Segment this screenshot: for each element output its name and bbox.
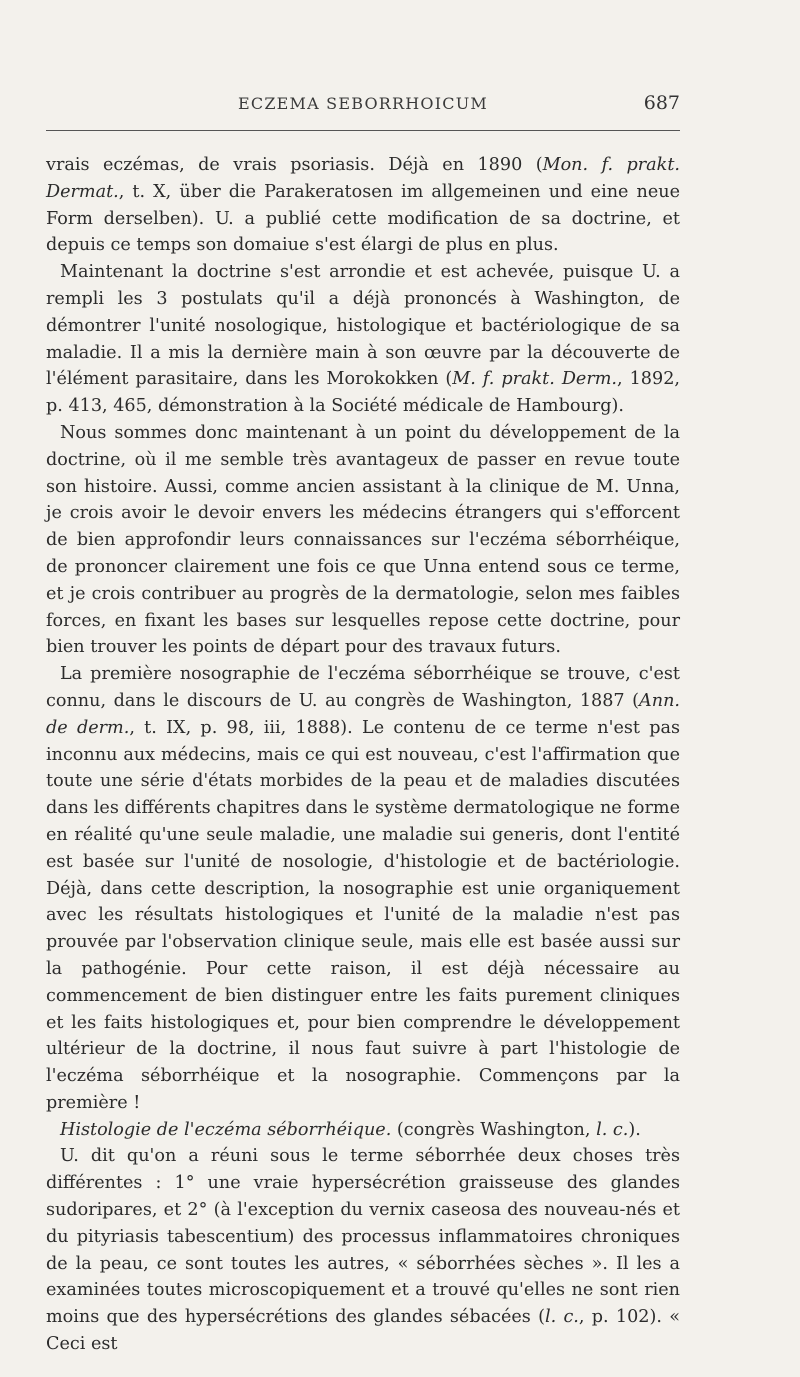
section-heading-text-b: ). xyxy=(628,1119,641,1140)
citation-l-c: l. c. xyxy=(544,1307,579,1328)
paragraph-1 xyxy=(46,152,680,259)
section-heading-histologie xyxy=(46,1117,680,1144)
paragraph-2-text-b: , 1892, p. 413, 465, démonstration à la Société médicale de Hambourg). xyxy=(46,369,680,417)
header-rule xyxy=(46,130,680,131)
section-heading-citation: l. c. xyxy=(596,1119,629,1140)
body-text xyxy=(46,152,680,1358)
paragraph-1-text-b: , t. X, über die Parakeratosen im allgemeinen und eine neue Form derselben). U. a publié cette modification de sa doctrine, et depuis ce temps son domaiue s'est élargi de plus en plus. xyxy=(46,181,680,256)
running-head xyxy=(46,92,680,122)
paragraph-4-text-b: , t. IX, p. 98, iii, 1888). Le contenu de ce terme n'est pas inconnu aux médecins, mais ce qui est nouveau, c'est l'affirmation que toute une série d'états morbides de la peau et de maladies discutées dans les différents chapitres dans le système dermatologique ne forme en réalité qu'une seule maladie, une maladie sui generis, dont l'entité est basée sur l'unité de nosologie, d'histologie et de bactériologie. Déjà, dans cette description, la nosographie est unie organiquement avec les résultats histologiques et l'unité de la maladie n'est pas prouvée par l'observation clinique seule, mais elle est basée aussi sur la pathogénie. Pour cette raison, il est déjà nécessaire au commencement de bien distinguer entre les faits purement cliniques et les faits histologiques et, pour bien comprendre le développement ultérieur de la doctrine, il nous faut suivre à part l'histologie de l'eczéma séborrhéique et la nosographie. Commençons par la première ! xyxy=(46,717,681,1113)
paragraph-6-text-b: , p. 102). « Ceci est xyxy=(46,1307,680,1355)
section-heading-text-a: (congrès Washington, xyxy=(391,1119,597,1140)
section-heading-title: Histologie de l'eczéma séborrhéique. xyxy=(60,1119,392,1140)
paragraph-4-text-a: La première nosographie de l'eczéma séborrhéique se trouve, c'est connu, dans le discours de U. au congrès de Washington, 1887 ( xyxy=(46,664,680,711)
citation-mon-f-prakt-dermat: Mon. f. prakt. Dermat. xyxy=(46,155,680,202)
running-title: ECZEMA SEBORRHOICUM xyxy=(238,94,488,113)
paragraph-2 xyxy=(46,259,680,420)
paragraph-6-text-a: U. dit qu'on a réuni sous le terme séborrhée deux choses très différentes : 1° une vraie hypersécrétion graisseuse des glandes sudoripares, et 2° (à l'exception du vernix caseosa des nouveau-nés et du pityriasis tabescentium) des processus inflammatoires chroniques de la peau, ce sont toutes les autres, « séborrhées sèches ». Il les a examinées toutes microscopiquement et a trouvé qu'elles ne sont rien moins que des hypersécrétions des glandes sébacées ( xyxy=(46,1146,680,1328)
citation-ann-de-derm: Ann. de derm. xyxy=(46,690,680,738)
citation-m-f-prakt-derm: M. f. prakt. Derm. xyxy=(452,369,618,390)
paragraph-2-text-a: Maintenant la doctrine s'est arrondie et est achevée, puisque U. a rempli les 3 postulats qu'il a déjà prononcés à Washington, de démontrer l'unité nosologique, histologique et bactériologique de sa maladie. Il a mis la dernière main à son œuvre par la découverte de l'élément parasitaire, dans les Morokokken ( xyxy=(46,262,680,390)
paragraph-4 xyxy=(46,661,680,1117)
paragraph-1-text-a: vrais eczémas, de vrais psoriasis. Déjà en 1890 ( xyxy=(46,155,543,175)
paragraph-6 xyxy=(46,1143,680,1357)
paragraph-3: Nous sommes donc maintenant à un point du développement de la doctrine, où il me semble très avantageux de passer en revue toute son histoire. Aussi, comme ancien assistant à la clinique de M. Unna, je crois avoir le devoir envers les médecins étrangers qui s'efforcent de bien approfondir leurs connaissances sur l'eczéma séborrhéique, de prononcer clairement une fois ce que Unna entend sous ce terme, et je crois contribuer au progrès de la dermatologie, selon mes faibles forces, en fixant les bases sur lesquelles repose cette doctrine, pour bien trouver les points de départ pour des travaux futurs. xyxy=(46,422,680,658)
page-number: 687 xyxy=(643,92,680,114)
